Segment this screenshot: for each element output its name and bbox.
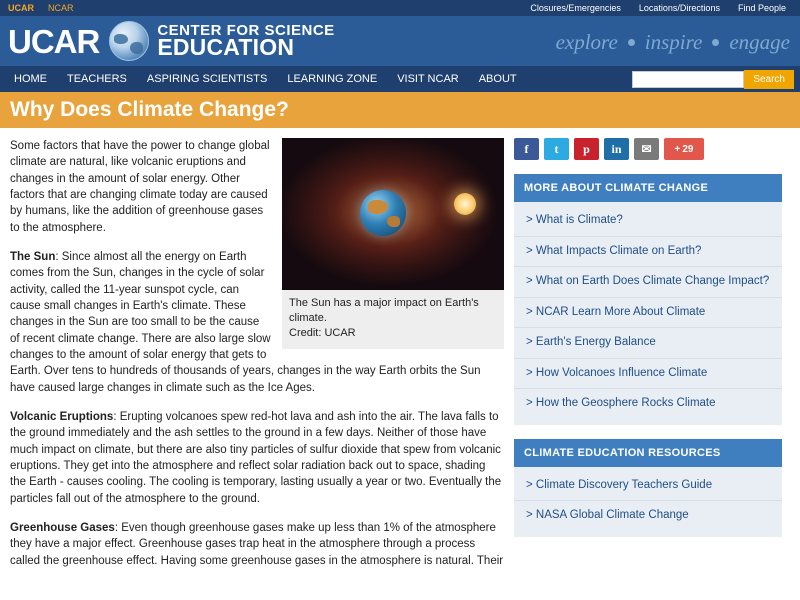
tagline-word-explore: explore [555, 30, 618, 54]
search-area [632, 70, 800, 89]
article-paragraph-1: Some factors that have the power to change global climate are natural, like volcanic eruptions and changes in the amount of solar energy. Other factors that are changing climate today are caused by humans, like the addition of greenhouse gases to the atmosphere. [10, 140, 270, 234]
sidebar [514, 138, 782, 582]
share-twitter-button[interactable]: t [544, 138, 569, 160]
panel-climate-education-resources-list [514, 467, 782, 537]
article-figure [282, 138, 504, 349]
sidebar-link-what-is-climate[interactable]: > What is Climate? [514, 206, 782, 237]
article-paragraph-4-lead: Greenhouse Gases [10, 521, 115, 534]
topbar-right-links [530, 3, 792, 13]
topbar-link-closures[interactable]: Closures/Emergencies [530, 3, 621, 13]
top-utility-bar [0, 0, 800, 16]
share-more-count: 29 [682, 143, 694, 155]
ucar-logo[interactable]: UCAR [8, 22, 100, 60]
tagline-dot-icon [712, 39, 719, 46]
article-paragraph-4-text: : Even though greenhouse gases make up less than 1% of the atmosphere they have a major effect. Greenhouse gases trap heat in the atmosphere through a process called the greenhouse effect. Having some greenhouse gases in the atmosphere is natural. Their [10, 521, 504, 567]
social-share-bar [514, 138, 782, 160]
globe-icon [109, 21, 149, 61]
topbar-link-ncar[interactable]: NCAR [48, 3, 74, 13]
page-title-band [0, 92, 800, 128]
nav-item-learning-zone[interactable]: LEARNING ZONE [287, 73, 378, 85]
topbar-link-locations[interactable]: Locations/Directions [638, 3, 720, 13]
nav-item-aspiring-scientists[interactable]: ASPIRING SCIENTISTS [146, 73, 268, 85]
panel-more-about-climate-change-title: MORE ABOUT CLIMATE CHANGE [514, 174, 782, 202]
cse-line-2: EDUCATION [157, 34, 295, 61]
topbar-left-links [8, 3, 74, 13]
center-for-science-education-logo[interactable] [157, 21, 335, 61]
tagline-word-inspire: inspire [644, 30, 703, 54]
topbar-link-find-people[interactable]: Find People [737, 3, 786, 13]
search-input[interactable] [632, 71, 744, 88]
cse-line-1: CENTER FOR SCIENCE [157, 21, 335, 39]
share-linkedin-button[interactable]: in [604, 138, 629, 160]
nav-item-home[interactable]: HOME [14, 73, 47, 85]
share-pinterest-button[interactable]: p [574, 138, 599, 160]
tagline-word-engage: engage [729, 30, 790, 54]
article-paragraph-3-text: : Erupting volcanoes spew red-hot lava and ash into the air. The lava falls to the ground immediately and the ash settles to the ground in a few days. Neither of those have much impact on climate, but there are also tiny particles of sulfur dioxide that spew from volcanic eruptions. They get into the atmosphere and reflect solar radiation back out to space, shading the Earth - causes cooling. The cooling is temporary, lasting usually a year or two. Eventually the particles fall out of the atmosphere to the ground. [10, 410, 502, 505]
share-more-plus-icon: + [674, 143, 681, 155]
article-paragraph-3-lead: Volcanic Eruptions [10, 410, 114, 423]
panel-climate-education-resources [514, 439, 782, 537]
panel-climate-education-resources-title: CLIMATE EDUCATION RESOURCES [514, 439, 782, 467]
tagline-dot-icon [628, 39, 635, 46]
nav-item-visit-ncar[interactable]: VISIT NCAR [397, 73, 459, 85]
main-navigation [0, 66, 800, 92]
article-paragraph-3 [10, 409, 504, 507]
topbar-link-ucar[interactable]: UCAR [8, 3, 34, 13]
article-content [10, 138, 504, 582]
sun-icon [454, 193, 476, 215]
sidebar-link-ncar-learn-more[interactable]: > NCAR Learn More About Climate [514, 298, 782, 329]
sidebar-link-nasa-global-climate[interactable]: > NASA Global Climate Change [526, 509, 689, 522]
article-paragraph-2-text: : Since almost all the energy on Earth comes from the Sun, changes in the cycle of solar activity, called the 11-year sunspot cycle, can cause small changes in Earth's climate. These changes in the Sun are too small to be the cause of recent climate change. There are also large slow changes to the amount of solar energy that gets to Earth. Over tens to hundreds of thousands of years, changes in the way Earth orbits the Sun have caused large changes in climate such as the Ice Ages. [10, 250, 481, 394]
earth-icon [360, 190, 406, 236]
sidebar-link-what-impacts-climate[interactable]: > What Impacts Climate on Earth? [514, 237, 782, 268]
figure-caption [282, 290, 504, 349]
sidebar-link-volcanoes-influence[interactable]: > How Volcanoes Influence Climate [514, 359, 782, 390]
sidebar-link-what-on-earth-impact[interactable]: > What on Earth Does Climate Change Impact? [514, 267, 782, 298]
share-facebook-button[interactable]: f [514, 138, 539, 160]
page-body [0, 128, 800, 582]
nav-item-teachers[interactable]: TEACHERS [67, 73, 127, 85]
figure-credit: Credit: UCAR [289, 326, 356, 339]
panel-more-about-climate-change [514, 174, 782, 425]
article-paragraph-4 [10, 520, 504, 569]
nav-item-about[interactable]: ABOUT [478, 73, 517, 85]
sun-earth-illustration [282, 138, 504, 290]
sidebar-link-climate-discovery-guide[interactable]: > Climate Discovery Teachers Guide [514, 471, 782, 502]
sidebar-link-geosphere-rocks[interactable]: > How the Geosphere Rocks Climate [526, 397, 716, 410]
page-title: Why Does Climate Change? [10, 98, 289, 121]
search-button[interactable]: Search [744, 70, 794, 89]
site-masthead [0, 16, 800, 66]
share-email-button[interactable]: ✉ [634, 138, 659, 160]
figure-caption-text: The Sun has a major impact on Earth's climate. [289, 297, 479, 324]
share-more-button[interactable] [664, 138, 704, 160]
article-paragraph-2-lead: The Sun [10, 250, 56, 263]
masthead-tagline [556, 30, 790, 55]
panel-more-about-climate-change-list [514, 202, 782, 425]
sidebar-link-energy-balance[interactable]: > Earth's Energy Balance [514, 328, 782, 359]
